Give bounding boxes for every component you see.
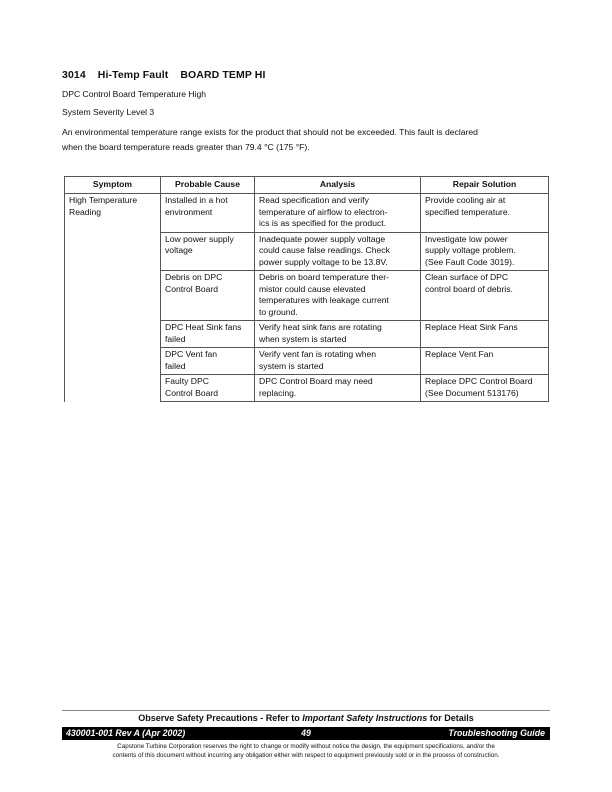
- disclaimer-line: Capstone Turbine Corporation reserves the right to change or modify without notice the design, the equipment specifications, and/or the: [117, 743, 495, 750]
- repair-cell: [421, 194, 549, 233]
- footer-divider: [62, 710, 550, 711]
- repair-cell: [421, 321, 549, 348]
- cell-line: (See Document 513176): [425, 387, 519, 398]
- column-header: Analysis: [255, 177, 421, 194]
- repair-cell: [421, 348, 549, 375]
- cause-cell: [161, 348, 255, 375]
- cell-line: Verify heat sink fans are rotating: [259, 322, 382, 332]
- cell-line: Faulty DPC: [165, 376, 209, 386]
- cell-line: specified temperature.: [425, 206, 511, 217]
- analysis-cell: [255, 194, 421, 233]
- cause-cell: [161, 375, 255, 402]
- cell-line: DPC Vent fan: [165, 349, 218, 359]
- cause-cell: [161, 271, 255, 321]
- cell-line: Reading: [69, 206, 102, 217]
- cause-cell: [161, 232, 255, 271]
- description-line: when the board temperature reads greater than 79.4 °C (175 °F).: [62, 142, 310, 152]
- cell-line: could cause false readings. Check: [259, 245, 390, 255]
- table-row: [65, 194, 549, 233]
- table-header-row: [65, 177, 549, 194]
- cell-line: to ground.: [259, 306, 298, 317]
- cell-line: power supply voltage to be 13.8V.: [259, 256, 388, 267]
- cell-line: Provide cooling air at: [425, 195, 506, 205]
- analysis-cell: [255, 321, 421, 348]
- cell-line: Replace Heat Sink Fans: [425, 322, 518, 332]
- repair-cell: [421, 271, 549, 321]
- fault-subtitle: DPC Control Board Temperature High: [62, 89, 207, 99]
- document-number: 430001-001 Rev A (Apr 2002): [66, 728, 186, 738]
- analysis-cell: [255, 271, 421, 321]
- cell-line: Clean surface of DPC: [425, 272, 509, 282]
- cell-line: failed: [165, 360, 186, 371]
- footer-bar: [62, 727, 550, 740]
- analysis-cell: [255, 375, 421, 402]
- cell-line: temperatures with leakage current: [259, 295, 389, 305]
- safety-prefix: Observe Safety Precautions - Refer to: [138, 713, 303, 723]
- safety-notice: [62, 713, 550, 723]
- cell-line: (See Fault Code 3019).: [425, 256, 515, 267]
- safety-emphasis: Important Safety Instructions: [302, 713, 428, 723]
- cell-line: ics is as specified for the product.: [259, 218, 387, 228]
- cell-line: Read specification and verify: [259, 195, 369, 205]
- cell-line: Debris on board temperature ther-: [259, 272, 389, 282]
- analysis-cell: [255, 232, 421, 271]
- safety-suffix: for Details: [427, 713, 474, 723]
- cell-line: Replace DPC Control Board: [425, 376, 533, 386]
- guide-title: Troubleshooting Guide: [448, 728, 545, 738]
- disclaimer-line: contents of this document without incurring any obligation either with respect to equipment previously sold or in the process of construction.: [112, 751, 500, 759]
- column-header: Repair Solution: [421, 177, 549, 194]
- analysis-cell: [255, 348, 421, 375]
- cell-line: High Temperature: [69, 195, 138, 205]
- cell-line: Inadequate power supply voltage: [259, 233, 386, 244]
- cell-line: system is started: [259, 360, 324, 371]
- column-header: Symptom: [65, 177, 161, 194]
- cell-line: Debris on DPC: [165, 272, 223, 282]
- page-number: 49: [301, 728, 311, 738]
- repair-cell: [421, 232, 549, 271]
- cell-line: Replace Vent Fan: [425, 349, 494, 359]
- fault-description: [62, 125, 552, 155]
- cell-line: mistor could cause elevated: [259, 283, 366, 294]
- fault-id: BOARD TEMP HI: [180, 69, 266, 81]
- fault-heading: [62, 69, 265, 81]
- cell-line: DPC Heat Sink fans: [165, 322, 242, 332]
- cause-cell: [161, 194, 255, 233]
- troubleshooting-table: [64, 176, 549, 402]
- cell-line: failed: [165, 333, 186, 344]
- repair-cell: [421, 375, 549, 402]
- cell-line: environment: [165, 206, 213, 217]
- severity-level: System Severity Level 3: [62, 107, 155, 117]
- cell-line: Installed in a hot: [165, 195, 228, 205]
- disclaimer: [62, 743, 550, 760]
- description-line: An environmental temperature range exists for the product that should not be exceeded. This fault is declared: [62, 127, 478, 137]
- cell-line: Low power supply: [165, 233, 234, 244]
- cell-line: when system is started: [259, 333, 347, 344]
- fault-code: 3014: [62, 69, 86, 81]
- cause-cell: [161, 321, 255, 348]
- cell-line: Control Board: [165, 387, 219, 398]
- fault-name: Hi-Temp Fault: [97, 69, 169, 81]
- cell-line: supply voltage problem.: [425, 245, 516, 255]
- cell-line: Investigate low power: [425, 233, 508, 244]
- column-header: Probable Cause: [161, 177, 255, 194]
- cell-line: replacing.: [259, 387, 297, 398]
- symptom-cell: [65, 194, 161, 402]
- cell-line: Verify vent fan is rotating when: [259, 349, 377, 359]
- cell-line: Control Board: [165, 283, 219, 294]
- cell-line: DPC Control Board may need: [259, 376, 373, 386]
- cell-line: temperature of airflow to electron-: [259, 206, 388, 217]
- cell-line: control board of debris.: [425, 283, 513, 294]
- cell-line: voltage: [165, 245, 193, 255]
